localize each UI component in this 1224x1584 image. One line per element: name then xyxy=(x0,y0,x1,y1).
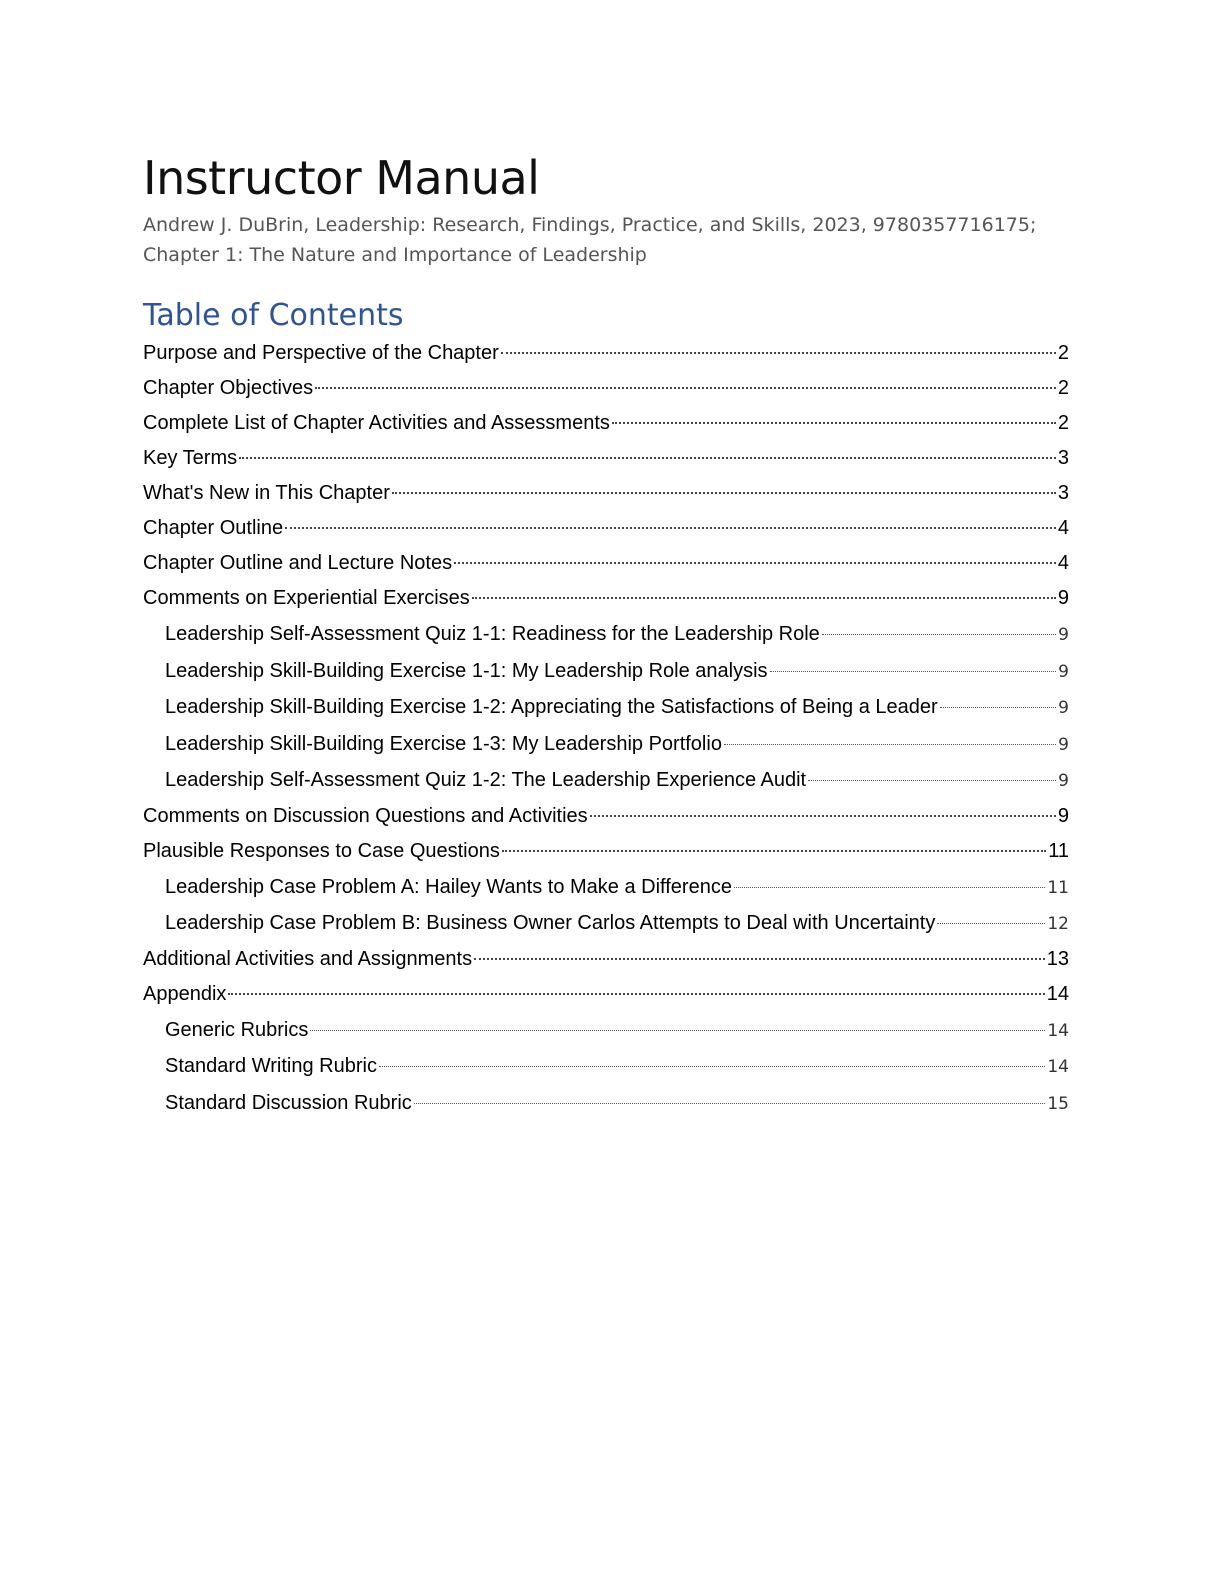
toc-dot-leader xyxy=(590,815,1056,817)
toc-entry-label[interactable]: Leadership Skill-Building Exercise 1-3: My Leadership Portfolio xyxy=(165,732,722,755)
toc-entry-page-number[interactable]: 14 xyxy=(1046,982,1069,1005)
toc-entry-label[interactable]: Standard Discussion Rubric xyxy=(165,1091,412,1114)
toc-entry-page-number[interactable]: 9 xyxy=(1058,698,1069,718)
toc-entry[interactable] xyxy=(143,406,1069,441)
toc-dot-leader xyxy=(239,457,1056,459)
toc-entry-label[interactable]: Purpose and Perspective of the Chapter xyxy=(143,342,499,364)
toc-entry-page-number[interactable]: 14 xyxy=(1047,1020,1069,1041)
toc-dot-leader xyxy=(940,707,1056,708)
toc-entry-label[interactable]: Leadership Self-Assessment Quiz 1-2: The Leadership Experience Audit xyxy=(165,769,807,791)
toc-entry[interactable] xyxy=(143,869,1069,906)
toc-entry-label[interactable]: Comments on Experiential Exercises xyxy=(143,587,470,609)
toc-entry[interactable] xyxy=(143,653,1069,690)
toc-entry[interactable] xyxy=(143,1012,1069,1049)
toc-entry-label[interactable]: Leadership Skill-Building Exercise 1-1: My Leadership Role analysis xyxy=(165,659,768,682)
toc-entry[interactable] xyxy=(143,581,1069,616)
toc-dot-leader xyxy=(822,634,1056,635)
toc-entry-label[interactable]: Standard Writing Rubric xyxy=(165,1055,377,1077)
toc-dot-leader xyxy=(501,352,1056,354)
toc-dot-leader xyxy=(502,850,1046,852)
toc-entry[interactable] xyxy=(143,1085,1069,1122)
toc-dot-leader xyxy=(310,1030,1045,1031)
toc-entry-label[interactable]: Appendix xyxy=(143,982,227,1005)
toc-entry-page-number[interactable]: 9 xyxy=(1058,625,1069,645)
toc-entry[interactable] xyxy=(143,834,1069,869)
toc-entry-label[interactable]: Additional Activities and Assignments xyxy=(143,947,473,970)
toc-dot-leader xyxy=(315,387,1056,389)
toc-entry[interactable] xyxy=(143,476,1069,511)
toc-entry-page-number[interactable]: 15 xyxy=(1047,1093,1069,1114)
toc-entry-page-number[interactable]: 4 xyxy=(1057,552,1069,574)
toc-entry-page-number[interactable]: 3 xyxy=(1057,447,1069,469)
document-page xyxy=(143,150,1069,1121)
toc-entry-label[interactable]: Leadership Skill-Building Exercise 1-2: Appreciating the Satisfactions of Being a Leader xyxy=(165,696,938,718)
toc-entry-page-number[interactable]: 2 xyxy=(1057,412,1069,434)
document-subtitle xyxy=(143,210,1069,270)
toc-dot-leader xyxy=(808,780,1056,781)
toc-entry-page-number[interactable]: 4 xyxy=(1057,517,1069,539)
toc-dot-leader xyxy=(937,923,1045,924)
toc-dot-leader xyxy=(770,671,1057,672)
toc-entry-page-number[interactable]: 12 xyxy=(1047,914,1069,934)
toc-entry[interactable] xyxy=(143,689,1069,726)
toc-dot-leader xyxy=(454,562,1056,564)
toc-entry-page-number[interactable]: 9 xyxy=(1058,734,1069,755)
toc-dot-leader xyxy=(285,527,1056,529)
toc-dot-leader xyxy=(379,1066,1045,1067)
toc-entry[interactable] xyxy=(143,546,1069,581)
toc-entry[interactable] xyxy=(143,977,1069,1012)
toc-entry[interactable] xyxy=(143,726,1069,763)
toc-entry-page-number[interactable]: 9 xyxy=(1057,804,1069,827)
toc-entry-label[interactable]: Complete List of Chapter Activities and Assessments xyxy=(143,412,610,434)
toc-entry[interactable] xyxy=(143,762,1069,799)
toc-dot-leader xyxy=(392,492,1056,494)
toc-entry-label[interactable]: Plausible Responses to Case Questions xyxy=(143,839,500,862)
toc-entry-page-number[interactable]: 3 xyxy=(1057,482,1069,504)
toc-entry-page-number[interactable]: 11 xyxy=(1047,877,1069,898)
table-of-contents xyxy=(143,336,1069,1121)
toc-entry-label[interactable]: Chapter Outline xyxy=(143,517,284,539)
toc-entry[interactable] xyxy=(143,336,1069,371)
toc-entry-page-number[interactable]: 11 xyxy=(1048,839,1069,862)
toc-entry[interactable] xyxy=(143,905,1069,942)
toc-dot-leader xyxy=(724,744,1056,745)
toc-entry[interactable] xyxy=(143,1048,1069,1085)
toc-entry[interactable] xyxy=(143,371,1069,406)
toc-entry[interactable] xyxy=(143,942,1069,977)
toc-entry-label[interactable]: Leadership Case Problem B: Business Owner Carlos Attempts to Deal with Uncertainty xyxy=(165,912,936,934)
toc-dot-leader xyxy=(612,422,1056,424)
toc-entry-label[interactable]: Leadership Self-Assessment Quiz 1-1: Readiness for the Leadership Role xyxy=(165,623,820,645)
toc-entry[interactable] xyxy=(143,616,1069,653)
toc-entry-label[interactable]: Key Terms xyxy=(143,447,238,469)
toc-dot-leader xyxy=(474,958,1045,960)
toc-entry-label[interactable]: Chapter Outline and Lecture Notes xyxy=(143,552,453,574)
toc-entry-label[interactable]: Generic Rubrics xyxy=(165,1018,309,1041)
toc-dot-leader xyxy=(472,597,1056,599)
subtitle-line-1: Andrew J. DuBrin, Leadership: Research, Findings, Practice, and Skills, 2023, 9780357716175; xyxy=(143,214,1037,236)
toc-dot-leader xyxy=(414,1103,1046,1104)
toc-entry[interactable] xyxy=(143,441,1069,476)
toc-entry-page-number[interactable]: 9 xyxy=(1058,771,1069,791)
toc-heading: Table of Contents xyxy=(143,298,404,333)
toc-entry-label[interactable]: Chapter Objectives xyxy=(143,377,314,399)
toc-entry-page-number[interactable]: 9 xyxy=(1058,661,1069,682)
toc-entry-page-number[interactable]: 13 xyxy=(1046,947,1069,970)
toc-entry-label[interactable]: What's New in This Chapter xyxy=(143,482,390,504)
subtitle-line-2: Chapter 1: The Nature and Importance of Leadership xyxy=(143,244,647,266)
toc-dot-leader xyxy=(734,887,1045,888)
toc-entry-label[interactable]: Leadership Case Problem A: Hailey Wants to Make a Difference xyxy=(165,875,732,898)
document-title: Instructor Manual xyxy=(143,151,540,205)
toc-entry-label[interactable]: Comments on Discussion Questions and Activities xyxy=(143,804,588,827)
toc-entry[interactable] xyxy=(143,799,1069,834)
toc-entry[interactable] xyxy=(143,511,1069,546)
toc-entry-page-number[interactable]: 9 xyxy=(1057,587,1069,609)
toc-entry-page-number[interactable]: 14 xyxy=(1047,1057,1069,1077)
toc-dot-leader xyxy=(228,993,1044,995)
toc-entry-page-number[interactable]: 2 xyxy=(1057,377,1069,399)
toc-entry-page-number[interactable]: 2 xyxy=(1057,342,1069,364)
